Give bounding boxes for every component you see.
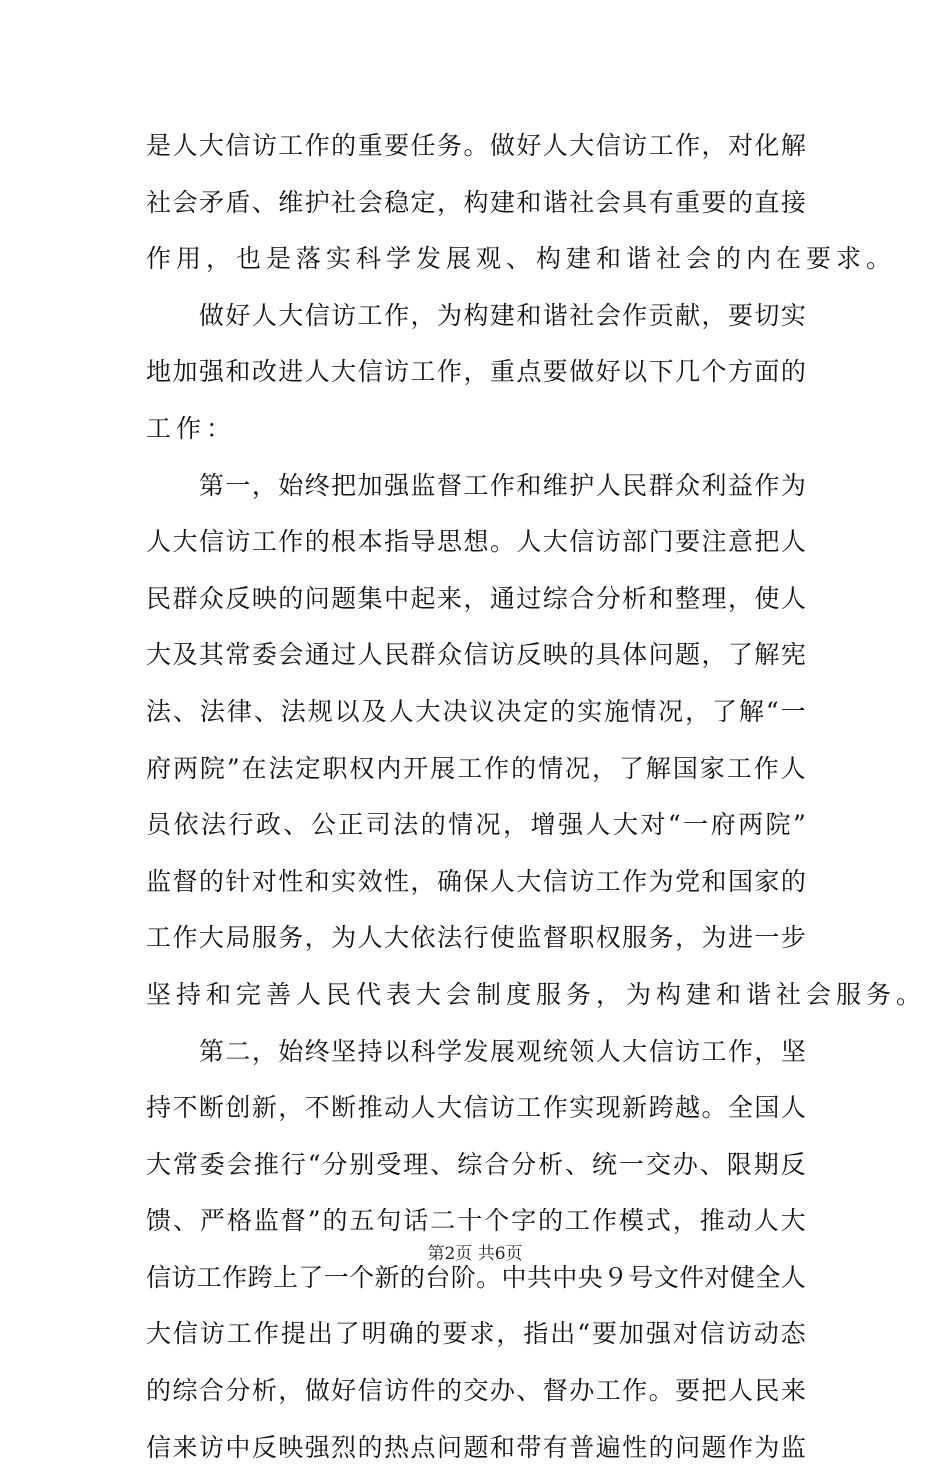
text-line: 人 大 信 访 工 作 的 根 本 指 导 思 想 。 人 大 信 访 部 门 要 注 意 把 人 xyxy=(146,527,806,557)
text-line: 大 及 其 常 委 会 通 过 人 民 群 众 信 访 反 映 的 具 体 问 题 ， 了 解 宪 xyxy=(146,640,806,670)
text-line: 法 、 法 律 、 法 规 以 及 人 大 决 议 决 定 的 实 施 情 况 ， 了 解 “ 一 xyxy=(146,696,806,726)
text-line: 作用，也是落实科学发展观、构建和谐社会的内在要求。 xyxy=(146,244,897,274)
text-line: 做 好 人 大 信 访 工 作 ， 为 构 建 和 谐 社 会 作 贡 献 ， 要 切 实 xyxy=(198,300,806,330)
text-line: 第 二 ， 始 终 坚 持 以 科 学 发 展 观 统 领 人 大 信 访 工 作 ， 坚 xyxy=(198,1036,806,1066)
text-line: 的 综 合 分 析 ， 做 好 信 访 件 的 交 办 、 督 办 工 作 。 要 把 人 民 来 xyxy=(146,1376,806,1406)
text-line: 大 常 委 会 推 行 “ 分 别 受 理 、 综 合 分 析 、 统 一 交 办 、 限 期 反 xyxy=(146,1149,806,1179)
body-text xyxy=(146,118,927,1476)
text-line: 是 人 大 信 访 工 作 的 重 要 任 务 。 做 好 人 大 信 访 工 作 ， 对 化 解 xyxy=(146,131,806,160)
text-line: 民 群 众 反 映 的 问 题 集 中 起 来 ， 通 过 综 合 分 析 和 整 理 ， 使 人 xyxy=(146,583,806,613)
text-line: 工 作 大 局 服 务 ， 为 人 大 依 法 行 使 监 督 职 权 服 务 ， 为 进 一 步 xyxy=(146,923,806,953)
text-line: 馈 、 严 格 监 督 ” 的 五 句 话 二 十 个 字 的 工 作 模 式 ， 推 动 人 大 xyxy=(146,1206,806,1236)
text-line: 府 两 院 ” 在 法 定 职 权 内 开 展 工 作 的 情 况 ， 了 解 国 家 工 作 人 xyxy=(146,753,806,783)
text-line: 第 一 ， 始 终 把 加 强 监 督 工 作 和 维 护 人 民 群 众 利 益 作 为 xyxy=(198,470,806,500)
text-line: 坚持和完善人民代表大会制度服务，为构建和谐社会服务。 xyxy=(146,979,927,1009)
page-footer: 第2页 共6页 xyxy=(427,1244,523,1264)
text-line: 地 加 强 和 改 进 人 大 信 访 工 作 ， 重 点 要 做 好 以 下 几 个 方 面 的 xyxy=(146,357,806,387)
text-line: 员 依 法 行 政 、 公 正 司 法 的 情 况 ， 增 强 人 大 对 “ 一 府 两 院 ” xyxy=(146,810,806,840)
text-line: 信 来 访 中 反 映 强 烈 的 热 点 问 题 和 带 有 普 遍 性 的 问 题 作 为 监 xyxy=(146,1432,806,1462)
text-line: 工作： xyxy=(146,413,237,443)
text-line: 持 不 断 创 新 ， 不 断 推 动 人 大 信 访 工 作 实 现 新 跨 越 。 全 国 人 xyxy=(146,1093,806,1123)
text-line: 监 督 的 针 对 性 和 实 效 性 ， 确 保 人 大 信 访 工 作 为 党 和 国 家 的 xyxy=(146,866,806,896)
text-line: 社 会 矛 盾 、 维 护 社 会 稳 定 ， 构 建 和 谐 社 会 具 有 重 要 的 直 接 xyxy=(146,187,806,217)
text-line: 信 访 工 作 跨 上 了 一 个 新 的 台 阶 。 中 共 中 央 ９ 号 文 件 对 健 全 人 xyxy=(146,1262,806,1292)
text-line: 大 信 访 工 作 提 出 了 明 确 的 要 求 ， 指 出 “ 要 加 强 对 信 访 动 态 xyxy=(146,1319,806,1349)
